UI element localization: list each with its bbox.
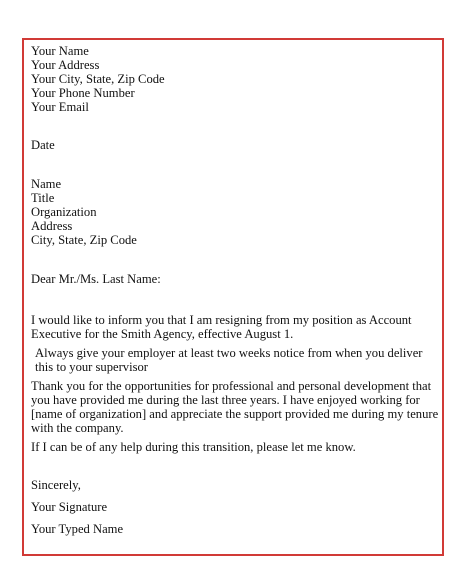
salutation: Dear Mr./Ms. Last Name: <box>31 272 161 286</box>
recipient-block <box>31 177 439 247</box>
body-paragraph-4: If I can be of any help during this transition, please let me know. <box>31 440 356 454</box>
recipient-address: Address <box>31 219 73 233</box>
recipient-title: Title <box>31 191 55 205</box>
recipient-organization: Organization <box>31 205 97 219</box>
recipient-city-state-zip: City, State, Zip Code <box>31 233 137 247</box>
letter-date: Date <box>31 138 55 152</box>
resignation-letter <box>31 44 439 536</box>
sender-email: Your Email <box>31 100 89 114</box>
recipient-name: Name <box>31 177 62 191</box>
body-paragraph-2-tip: Always give your employer at least two weeks notice from when you deliver this to your supervisor <box>35 346 423 374</box>
body-paragraph-3: Thank you for the opportunities for professional and personal development that you have provided me during the last three years. I have enjoyed working for [name of organization] and appreciate the support provided me during my tenure with the company. <box>31 379 439 435</box>
sender-city-state-zip: Your City, State, Zip Code <box>31 72 165 86</box>
sender-block <box>31 44 439 114</box>
signature: Your Signature <box>31 500 108 514</box>
sender-name: Your Name <box>31 44 89 58</box>
typed-name: Your Typed Name <box>31 522 124 536</box>
sender-address: Your Address <box>31 58 100 72</box>
closing: Sincerely, <box>31 478 81 492</box>
sender-phone: Your Phone Number <box>31 86 135 100</box>
body-paragraph-1: I would like to inform you that I am resigning from my position as Account Executive for the Smith Agency, effective August 1. <box>31 313 412 341</box>
